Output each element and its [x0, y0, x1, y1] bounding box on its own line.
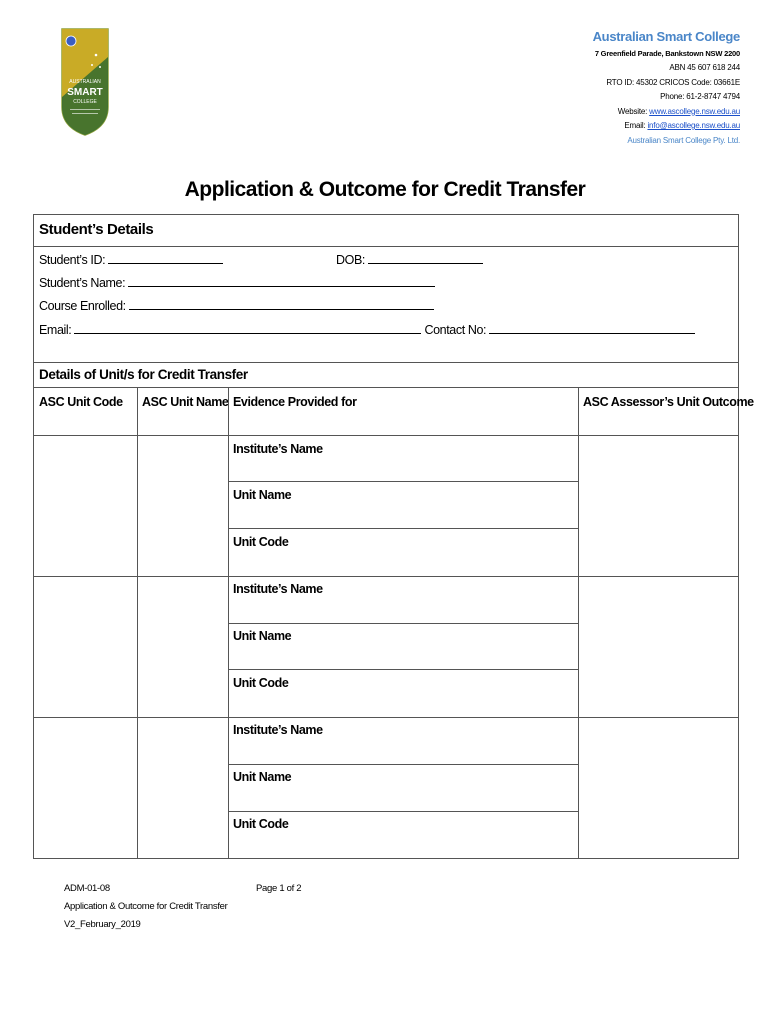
college-contact-block: [593, 30, 740, 148]
column-header-evidence: Evidence Provided for: [233, 395, 357, 409]
student-name-blank[interactable]: [128, 275, 435, 287]
svg-text:AUSTRALIAN: AUSTRALIAN: [69, 79, 101, 85]
email-field-label: Email:: [39, 323, 72, 337]
column-header-unit-name: ASC Unit Name: [142, 395, 229, 409]
college-rto: RTO ID: 45302 CRICOS Code: 03661E: [606, 77, 740, 87]
divider: [34, 387, 738, 388]
divider: [34, 246, 738, 247]
college-abn: ABN 45 607 618 244: [669, 63, 740, 72]
dob-field[interactable]: [336, 252, 483, 267]
evidence-unit-code-label: Unit Code: [233, 535, 289, 549]
email-blank[interactable]: [74, 322, 421, 334]
college-pty: Australian Smart College Pty. Ltd.: [627, 135, 740, 145]
column-divider: [137, 387, 138, 859]
website-label: Website:: [617, 106, 648, 116]
row-divider: [34, 576, 738, 577]
divider: [34, 435, 738, 436]
evidence-divider: [228, 811, 578, 812]
evidence-divider: [228, 481, 578, 482]
column-header-unit-code: ASC Unit Code: [39, 395, 123, 409]
dob-blank[interactable]: [368, 252, 483, 264]
page-title: Application & Outcome for Credit Transfer: [184, 178, 586, 201]
student-id-label: Student’s ID:: [39, 253, 106, 267]
evidence-unit-name-label: Unit Name: [233, 629, 292, 643]
footer-doc-code: ADM-01-08: [64, 883, 110, 894]
svg-text:COLLEGE: COLLEGE: [73, 99, 97, 105]
evidence-unit-code-label: Unit Code: [233, 817, 289, 831]
website-link[interactable]: www.ascollege.nsw.edu.au: [649, 106, 740, 116]
row-divider: [34, 717, 738, 718]
course-label: Course Enrolled:: [39, 299, 126, 313]
college-address: 7 Greenfield Parade, Bankstown NSW 2200: [594, 49, 740, 58]
college-email-row: [593, 119, 740, 134]
evidence-unit-name-label: Unit Name: [233, 488, 292, 502]
student-id-field[interactable]: [39, 252, 223, 267]
contact-label: Contact No:: [424, 323, 487, 337]
course-field[interactable]: [39, 298, 434, 313]
evidence-institute-label: Institute’s Name: [233, 442, 323, 456]
column-header-outcome: ASC Assessor’s Unit Outcome: [583, 395, 754, 409]
course-blank[interactable]: [129, 298, 434, 310]
evidence-institute-label: Institute’s Name: [233, 582, 323, 596]
student-name-label: Student’s Name:: [39, 276, 126, 290]
units-heading: Details of Unit/s for Credit Transfer: [39, 367, 248, 382]
divider: [34, 362, 738, 363]
dob-label: DOB:: [336, 253, 365, 267]
college-shield-logo-icon: [60, 27, 110, 137]
evidence-institute-label: Institute’s Name: [233, 723, 323, 737]
svg-text:SMART: SMART: [67, 87, 103, 98]
college-phone: Phone: 61-2-8747 4794: [660, 92, 740, 101]
evidence-divider: [228, 764, 578, 765]
column-divider: [578, 387, 579, 859]
evidence-divider: [228, 669, 578, 670]
footer-page-number: Page 1 of 2: [256, 883, 302, 894]
evidence-divider: [228, 623, 578, 624]
credit-transfer-form: [33, 214, 754, 859]
contact-blank[interactable]: [489, 322, 695, 334]
email-label: Email:: [624, 121, 646, 130]
student-name-field[interactable]: [39, 275, 435, 290]
evidence-unit-name-label: Unit Name: [233, 770, 292, 784]
evidence-unit-code-label: Unit Code: [233, 676, 289, 690]
college-website-row: [593, 105, 740, 120]
college-name: Australian Smart College: [592, 29, 740, 44]
email-field[interactable]: [39, 322, 695, 337]
footer-doc-title: Application & Outcome for Credit Transfer: [64, 901, 228, 912]
student-details-heading: Student’s Details: [39, 221, 154, 238]
footer-doc-info: [64, 880, 228, 934]
evidence-divider: [228, 528, 578, 529]
student-id-blank[interactable]: [108, 252, 223, 264]
email-link[interactable]: info@ascollege.nsw.edu.au: [647, 121, 740, 130]
footer-version: V2_February_2019: [64, 919, 141, 930]
